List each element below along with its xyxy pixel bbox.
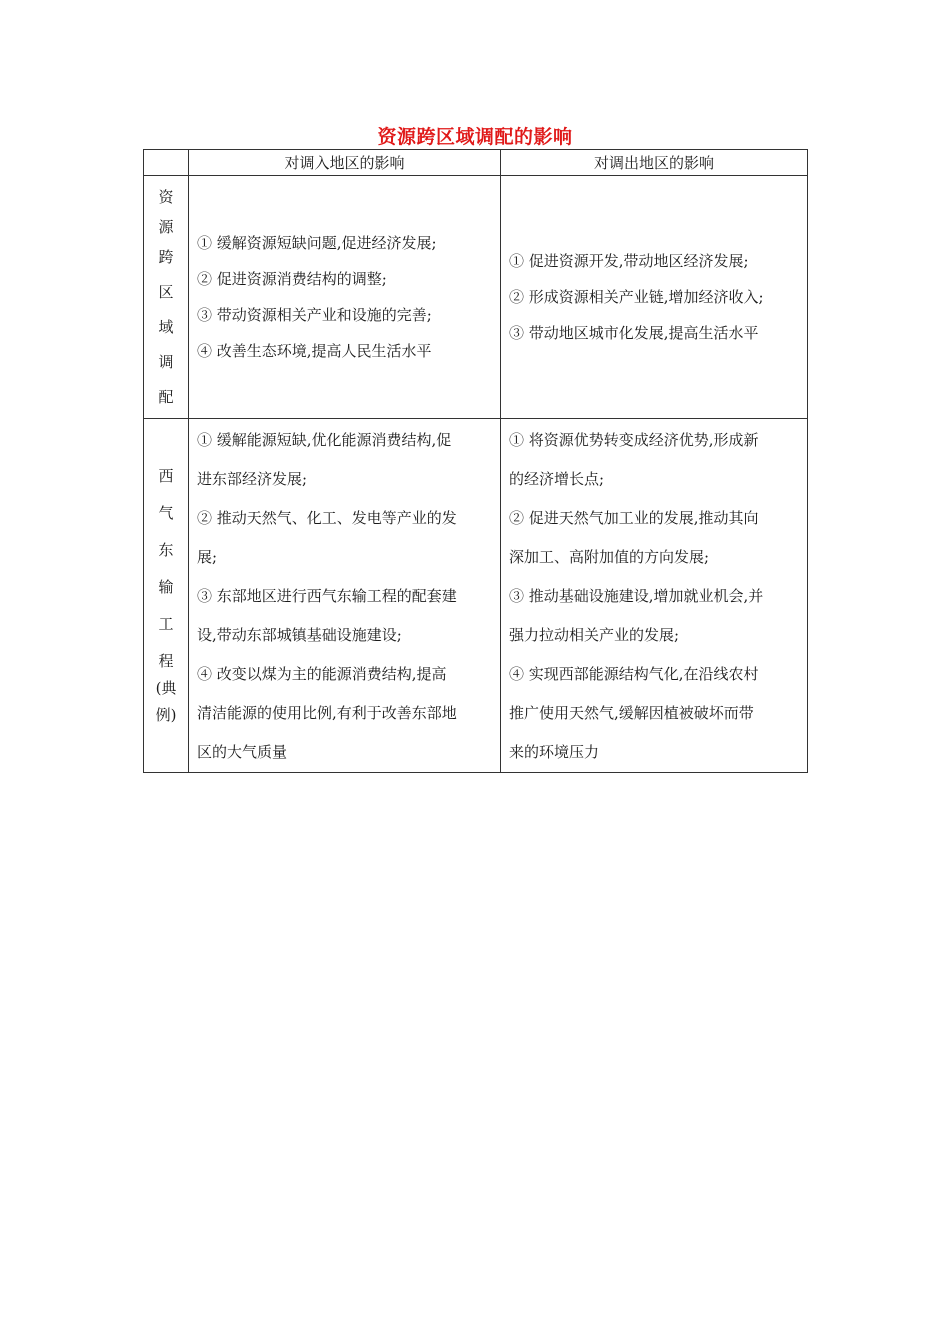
- impact-line: ② 促进天然气加工业的发展,推动其向: [509, 509, 759, 527]
- row-label-cell: [144, 176, 189, 419]
- row-label-char: 例): [155, 705, 177, 724]
- row-label-char: 域: [158, 317, 174, 336]
- impact-line: ④ 实现西部能源结构气化,在沿线农村: [509, 665, 759, 683]
- row-label-char: (典: [155, 678, 177, 697]
- impact-table: [143, 149, 808, 773]
- impact-line: ② 促进资源消费结构的调整;: [197, 270, 387, 288]
- header-export: 对调出地区的影响: [501, 150, 808, 176]
- impact-line: 强力拉动相关产业的发展;: [509, 626, 680, 644]
- impact-line: ③ 推动基础设施建设,增加就业机会,并: [509, 587, 764, 605]
- import-impact-cell: [189, 176, 501, 419]
- import-impact-cell: [189, 419, 501, 773]
- impact-line: ② 形成资源相关产业链,增加经济收入;: [509, 288, 764, 306]
- row-label-char: 西: [158, 466, 174, 485]
- impact-line: ④ 改善生态环境,提高人民生活水平: [197, 342, 432, 360]
- impact-line: 的经济增长点;: [509, 470, 605, 488]
- row-label-char: 源: [158, 217, 174, 236]
- impact-line: 展;: [197, 548, 218, 566]
- row-label-char: 程: [158, 651, 174, 670]
- impact-line: ④ 改变以煤为主的能源消费结构,提高: [197, 665, 447, 683]
- impact-line: 区的大气质量: [197, 743, 288, 761]
- impact-line: ① 将资源优势转变成经济优势,形成新: [509, 431, 759, 449]
- row-label-char: 输: [158, 577, 174, 596]
- export-impact-cell: [501, 419, 808, 773]
- impact-line: 设,带动东部城镇基础设施建设;: [197, 626, 402, 644]
- impact-line: 深加工、高附加值的方向发展;: [509, 548, 710, 566]
- impact-line: 进东部经济发展;: [197, 470, 308, 488]
- impact-line: 清洁能源的使用比例,有利于改善东部地: [197, 704, 457, 722]
- document-title: 资源跨区域调配的影响: [377, 126, 573, 148]
- table-header-row: [144, 150, 808, 176]
- impact-line: ② 推动天然气、化工、发电等产业的发: [197, 509, 457, 527]
- row-label-char: 工: [158, 614, 174, 633]
- row-label-char: 东: [158, 540, 174, 559]
- row-label-char: 气: [158, 503, 174, 522]
- row-label-char: 跨: [158, 247, 174, 266]
- corner-cell: [144, 150, 189, 176]
- impact-line: ③ 东部地区进行西气东输工程的配套建: [197, 587, 457, 605]
- row-label-char: 资: [158, 187, 174, 206]
- table-row: [144, 419, 808, 773]
- impact-line: ③ 带动资源相关产业和设施的完善;: [197, 306, 432, 324]
- impact-line: ① 缓解能源短缺,优化能源消费结构,促: [197, 431, 452, 449]
- row-label-char: 区: [158, 282, 174, 301]
- row-label-cell: [144, 419, 189, 773]
- impact-line: 来的环境压力: [509, 743, 600, 761]
- table-row: [144, 176, 808, 419]
- row-label-char: 配: [158, 387, 174, 406]
- impact-line: ① 促进资源开发,带动地区经济发展;: [509, 252, 749, 270]
- row-label-char: 调: [158, 352, 174, 371]
- impact-line: ① 缓解资源短缺问题,促进经济发展;: [197, 234, 437, 252]
- impact-line: 推广使用天然气,缓解因植被破坏而带: [509, 704, 754, 722]
- export-impact-cell: [501, 176, 808, 419]
- header-import: 对调入地区的影响: [189, 150, 501, 176]
- impact-line: ③ 带动地区城市化发展,提高生活水平: [509, 324, 759, 342]
